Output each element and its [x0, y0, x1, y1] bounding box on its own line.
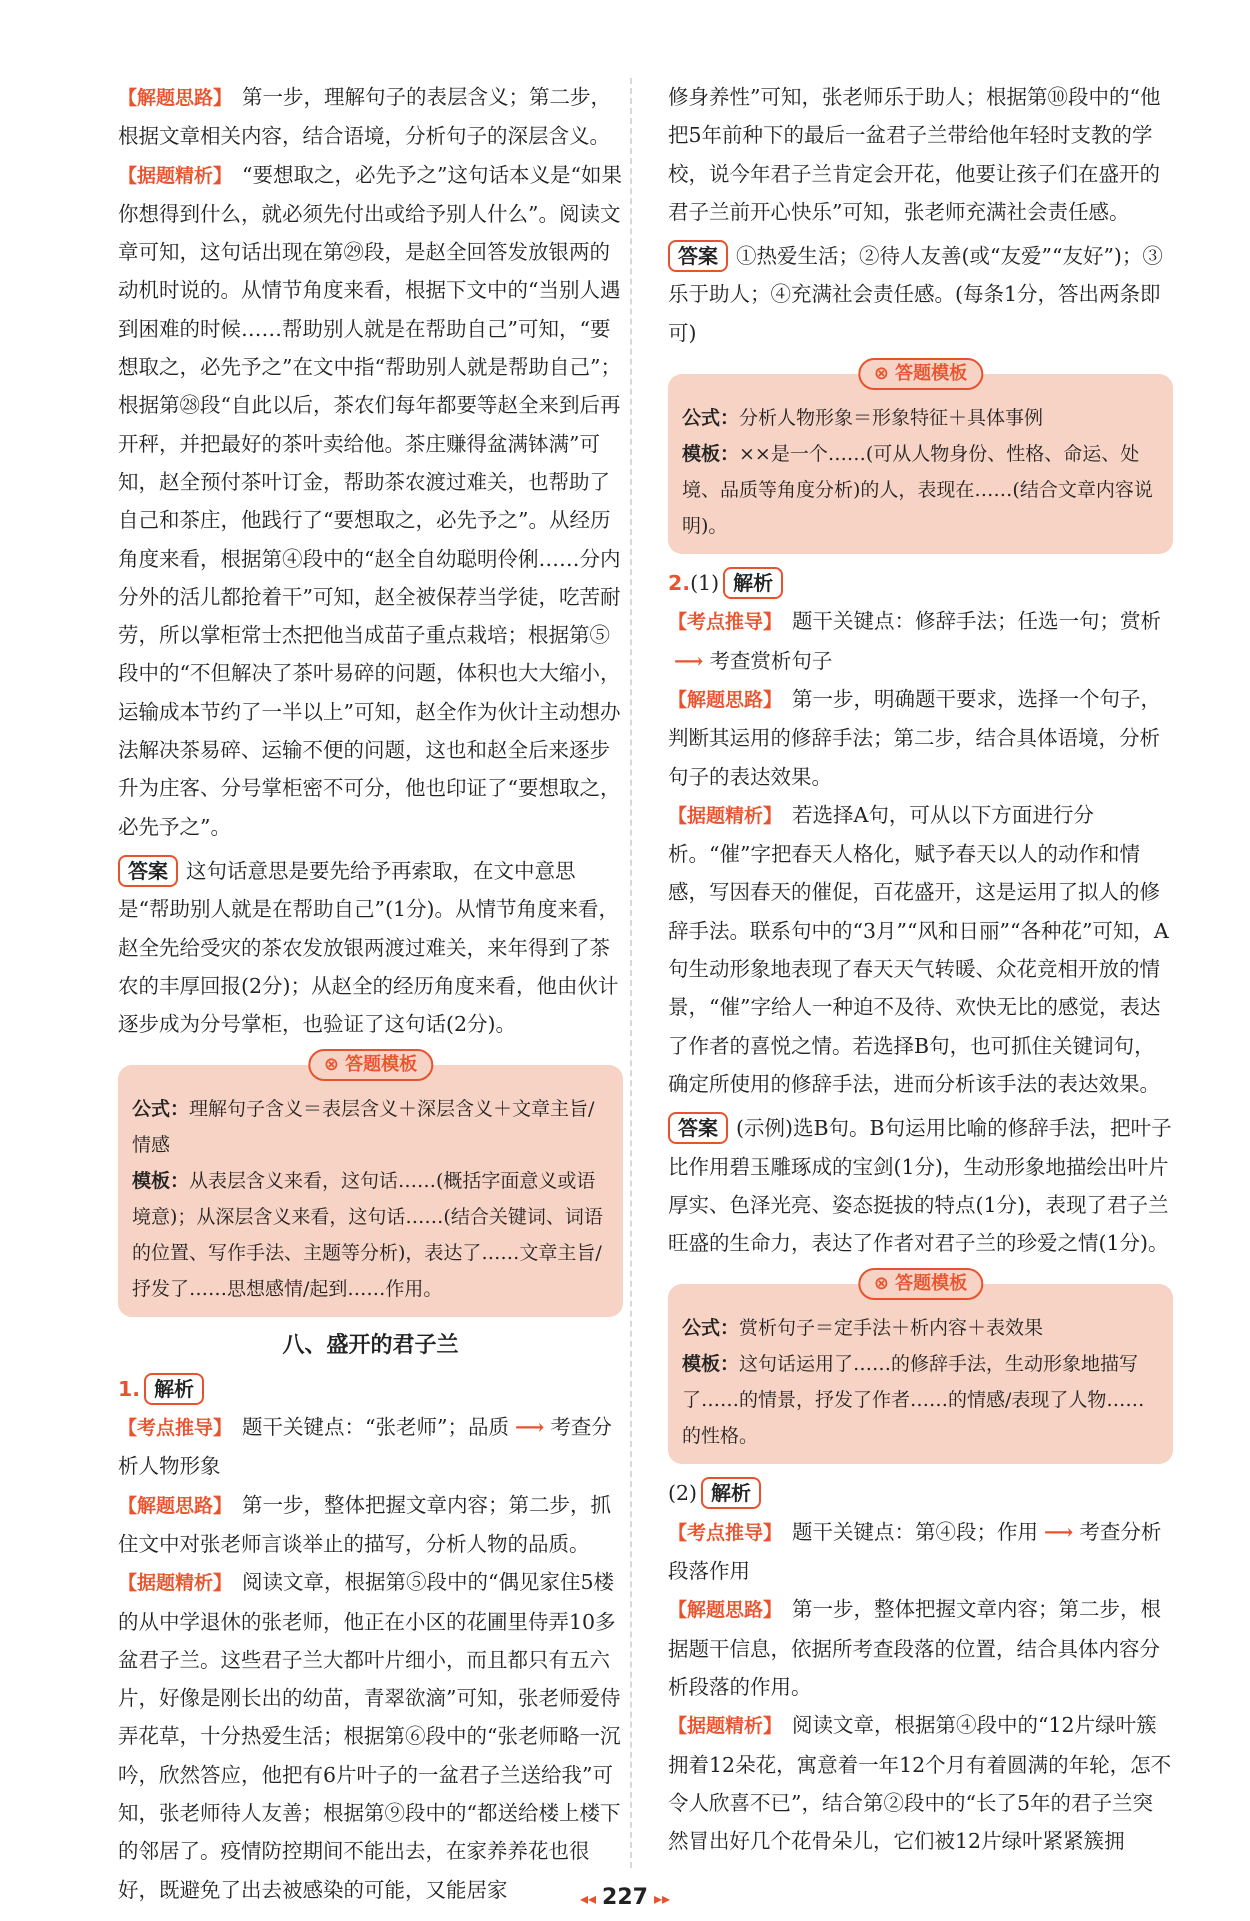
answer-paragraph: [118, 852, 623, 1043]
label-tag: 【考点推导】: [668, 611, 783, 634]
right-arrows-icon: ▸▸: [653, 1889, 671, 1908]
template-title: ⊗ 答题模板: [308, 1049, 433, 1081]
column-divider: [630, 78, 632, 1868]
model-line: [682, 436, 1159, 544]
analysis-badge: 解析: [144, 1373, 204, 1405]
model-text: ××是一个……(可从人物身份、性格、命运、处境、品质等角度分析)的人，表现在……(结合文章内容说明)。: [682, 443, 1153, 538]
label-tag: 【考点推导】: [118, 1417, 233, 1440]
formula-line: [132, 1091, 609, 1163]
label-tag: 【解题思路】: [118, 1494, 233, 1517]
page-number: [0, 1885, 1250, 1910]
sub-question-number: (2): [668, 1481, 698, 1506]
paragraph-text: 题干关键点：“张老师”；品质: [242, 1415, 509, 1440]
label-tag: 【据题精析】: [118, 164, 233, 187]
paragraph: [668, 796, 1173, 1103]
right-column: [668, 78, 1173, 1860]
template-title-text: 答题模板: [345, 1054, 418, 1076]
label-tag: 【考点推导】: [668, 1521, 783, 1544]
question-header: [668, 1474, 1173, 1512]
paragraph-text: 第一步，理解句子的表层含义；第二步，根据文章相关内容，结合语境，分析句子的深层含义。: [118, 85, 612, 149]
paragraph-text: “要想取之，必先予之”这句话本义是“如果你想得到什么，就必须先付出或给予别人什么”。阅读文章可知，这句话出现在第㉙段，是赵全回答发放银两的动机时说的。从情节角度来看，根据下文中的“当别人遇到困难的时候……帮助别人就是在帮助自己”可知，“要想取之，必先予之”在文中指“帮助别人就是帮助自己”；根据第㉘段“自此以后，茶农们每年都要等赵全来到后再开秤，并把最好的茶叶卖给他。茶庄赚得盆满钵满”可知，赵全预付茶叶订金，帮助茶农渡过难关，也帮助了自己和茶庄，他践行了“要想取之，必先予之”。从经历角度来看，根据第④段中的“赵全自幼聪明伶俐……分内分外的活儿都抢着干”可知，赵全被保荐当学徒，吃苦耐劳，所以掌柜常士杰把他当成苗子重点栽培；根据第⑤段中的“不但解决了茶叶易碎的问题，体积也大大缩小，运输成本节约了一半以上”可知，赵全作为伙计主动想办法解决茶易碎、运输不便的问题，这也和赵全后来逐步升为庄客、分号掌柜密不可分，他也印证了“要想取之，必先予之”。: [118, 162, 622, 839]
answer-template-box: [668, 363, 1173, 554]
label-tag: 【据题精析】: [668, 1715, 783, 1738]
model-line: [132, 1163, 609, 1307]
model-text: 这句话运用了……的修辞手法，生动形象地描写了……的情景，抒发了作者……的情感/表现了人物……的性格。: [682, 1353, 1145, 1448]
paragraph-text: 第一步，整体把握文章内容；第二步，根据题干信息，依据所考查段落的位置，结合具体内容分析段落的作用。: [668, 1597, 1162, 1699]
model-label: 模板：: [682, 1353, 740, 1376]
analysis-badge: 解析: [723, 567, 783, 599]
answer-badge: 答案: [118, 855, 178, 887]
formula-label: 公式：: [682, 1317, 740, 1340]
formula-line: [682, 1310, 1159, 1346]
paragraph-text: 考查赏析句子: [709, 648, 833, 673]
answer-text: (示例)选B句。B句运用比喻的修辞手法，把叶子比作用碧玉雕琢成的宝剑(1分)，生动形象地描绘出叶片厚实、色泽光亮、姿态挺拔的特点(1分)，表现了君子兰旺盛的生命力，表达了作者对君子兰的珍爱之情(1分)。: [668, 1116, 1172, 1256]
paragraph: [118, 1486, 623, 1564]
paragraph-text: 第一步，整体把握文章内容；第二步，抓住文中对张老师言谈举止的描写，分析人物的品质。: [118, 1492, 612, 1556]
paragraph: [668, 1590, 1173, 1706]
model-text: 从表层含义来看，这句话……(概括字面意义或语境意)；从深层含义来看，这句话……(结合关键词、词语的位置、写作手法、主题等分析)，表达了……文章主旨/抒发了……思想感情/起到……作用。: [132, 1170, 603, 1301]
paragraph-text: 题干关键点：第④段；作用: [792, 1519, 1039, 1544]
paragraph-text: 修身养性”可知，张老师乐于助人；根据第⑩段中的“他把5年前种下的最后一盆君子兰带给他年轻时支教的学校，说今年君子兰肯定会开花，他要让孩子们在盛开的君子兰前开心快乐”可知，张老师充满社会责任感。: [668, 85, 1161, 224]
model-line: [682, 1346, 1159, 1454]
formula-text: 理解句子含义＝表层含义＋深层含义＋文章主旨/情感: [132, 1098, 595, 1157]
question-header: [668, 564, 1173, 602]
label-tag: 【解题思路】: [118, 87, 233, 109]
answer-badge: 答案: [668, 1112, 728, 1144]
section-title: 八、盛开的君子兰: [282, 1333, 459, 1359]
question-number: 1.: [118, 1376, 141, 1401]
answer-template-box: [118, 1054, 623, 1317]
formula-label: 公式：: [682, 407, 740, 430]
paragraph: [118, 1563, 623, 1909]
paragraph-text: 阅读文章，根据第④段中的“12片绿叶簇拥着12朵花，寓意着一年12个月有着圆满的年轮，怎不令人欣喜不已”，结合第②段中的“长了5年的君子兰突然冒出好几个花骨朵儿，它们被12片绿叶紧紧簇拥: [668, 1713, 1172, 1854]
formula-text: 分析人物形象＝形象特征＋具体事例: [739, 407, 1044, 430]
paragraph: [668, 1513, 1173, 1591]
sub-question-number: (1): [690, 571, 720, 596]
arrow-icon: ⟶: [1044, 1519, 1074, 1544]
template-title-text: 答题模板: [895, 1273, 968, 1295]
paragraph-text: 考查分析人物形象: [118, 1415, 612, 1479]
label-tag: 【解题思路】: [668, 688, 783, 711]
model-label: 模板：: [132, 1170, 190, 1193]
template-title: ⊗ 答题模板: [858, 1268, 983, 1300]
label-tag: 【据题精析】: [118, 1572, 233, 1595]
answer-badge: 答案: [668, 240, 728, 272]
left-arrows-icon: ◂◂: [579, 1889, 597, 1908]
formula-text: 赏析句子＝定手法＋析内容＋表效果: [739, 1317, 1044, 1340]
paragraph-text: 考查分析段落作用: [668, 1519, 1162, 1584]
paragraph: [118, 78, 623, 156]
answer-paragraph: [668, 237, 1173, 352]
formula-label: 公式：: [132, 1098, 190, 1121]
arrow-icon: ⟶: [514, 1415, 545, 1440]
answer-text: ①热爱生活；②待人友善(或“友爱”“友好”)；③乐于助人；④充满社会责任感。(每条1分，答出两条即可): [668, 244, 1163, 345]
left-column: [118, 78, 623, 1909]
paragraph-text: 第一步，明确题干要求，选择一个句子，判断其运用的修辞手法；第二步，结合具体语境，分析句子的表达效果。: [668, 686, 1162, 789]
page-number-text: 227: [602, 1885, 648, 1910]
model-label: 模板：: [682, 443, 740, 466]
paragraph: [668, 680, 1173, 796]
paragraph: [118, 156, 623, 846]
template-title: ⊗ 答题模板: [858, 358, 983, 390]
paragraph-text: 阅读文章，根据第⑤段中的“偶见家住5楼的从中学退休的张老师，他正在小区的花圃里侍弄10多盆君子兰。这些君子兰大都叶片细小，而且都只有五六片，好像是刚长出的幼苗，青翠欲滴”可知，张老师爱侍弄花草，十分热爱生活；根据第⑥段中的“张老师略一沉吟，欣然答应，他把有6片叶子的一盆君子兰送给我”可知，张老师待人友善；根据第⑨段中的“都送给楼上楼下的邻居了。疫情防控期间不能出去，在家养养花也很好，既避免了出去被感染的可能，又能居家: [118, 1570, 621, 1902]
label-tag: 【解题思路】: [668, 1599, 783, 1622]
answer-paragraph: [668, 1109, 1173, 1262]
paragraph: [668, 1706, 1173, 1860]
question-number: 2.: [668, 571, 691, 596]
template-title-text: 答题模板: [895, 363, 968, 385]
formula-line: [682, 400, 1159, 436]
analysis-badge: 解析: [701, 1477, 761, 1509]
answer-text: 这句话意思是要先给予再索取，在文中意思是“帮助别人就是在帮助自己”(1分)。从情节角度来看，赵全先给受灾的茶农发放银两渡过难关，来年得到了茶农的丰厚回报(2分)；从赵全的经历角度来看，他由伙计逐步成为分号掌柜，也验证了这句话(2分)。: [118, 858, 619, 1037]
arrow-icon: ⟶: [674, 648, 704, 673]
paragraph-text: 若选择A句，可从以下方面进行分析。“催”字把春天人格化，赋予春天以人的动作和情感，写因春天的催促，百花盛开，这是运用了拟人的修辞手法。联系句中的“3月”“风和日丽”“各种花”可知，A句生动形象地表现了春天天气转暖、众花竞相开放的情景，“催”字给人一种迫不及待、欢快无比的感觉，表达了作者的喜悦之情。若选择B句，也可抓住关键词句，确定所使用的修辞手法，进而分析该手法的表达效果。: [668, 802, 1169, 1096]
paragraph: [668, 602, 1173, 680]
paragraph: [118, 1408, 623, 1486]
label-tag: 【据题精析】: [668, 804, 783, 827]
paragraph: [668, 78, 1173, 231]
answer-template-box: [668, 1273, 1173, 1464]
question-header: [118, 1370, 623, 1408]
paragraph-text: 题干关键点：修辞手法；任选一句；赏析: [792, 609, 1162, 634]
